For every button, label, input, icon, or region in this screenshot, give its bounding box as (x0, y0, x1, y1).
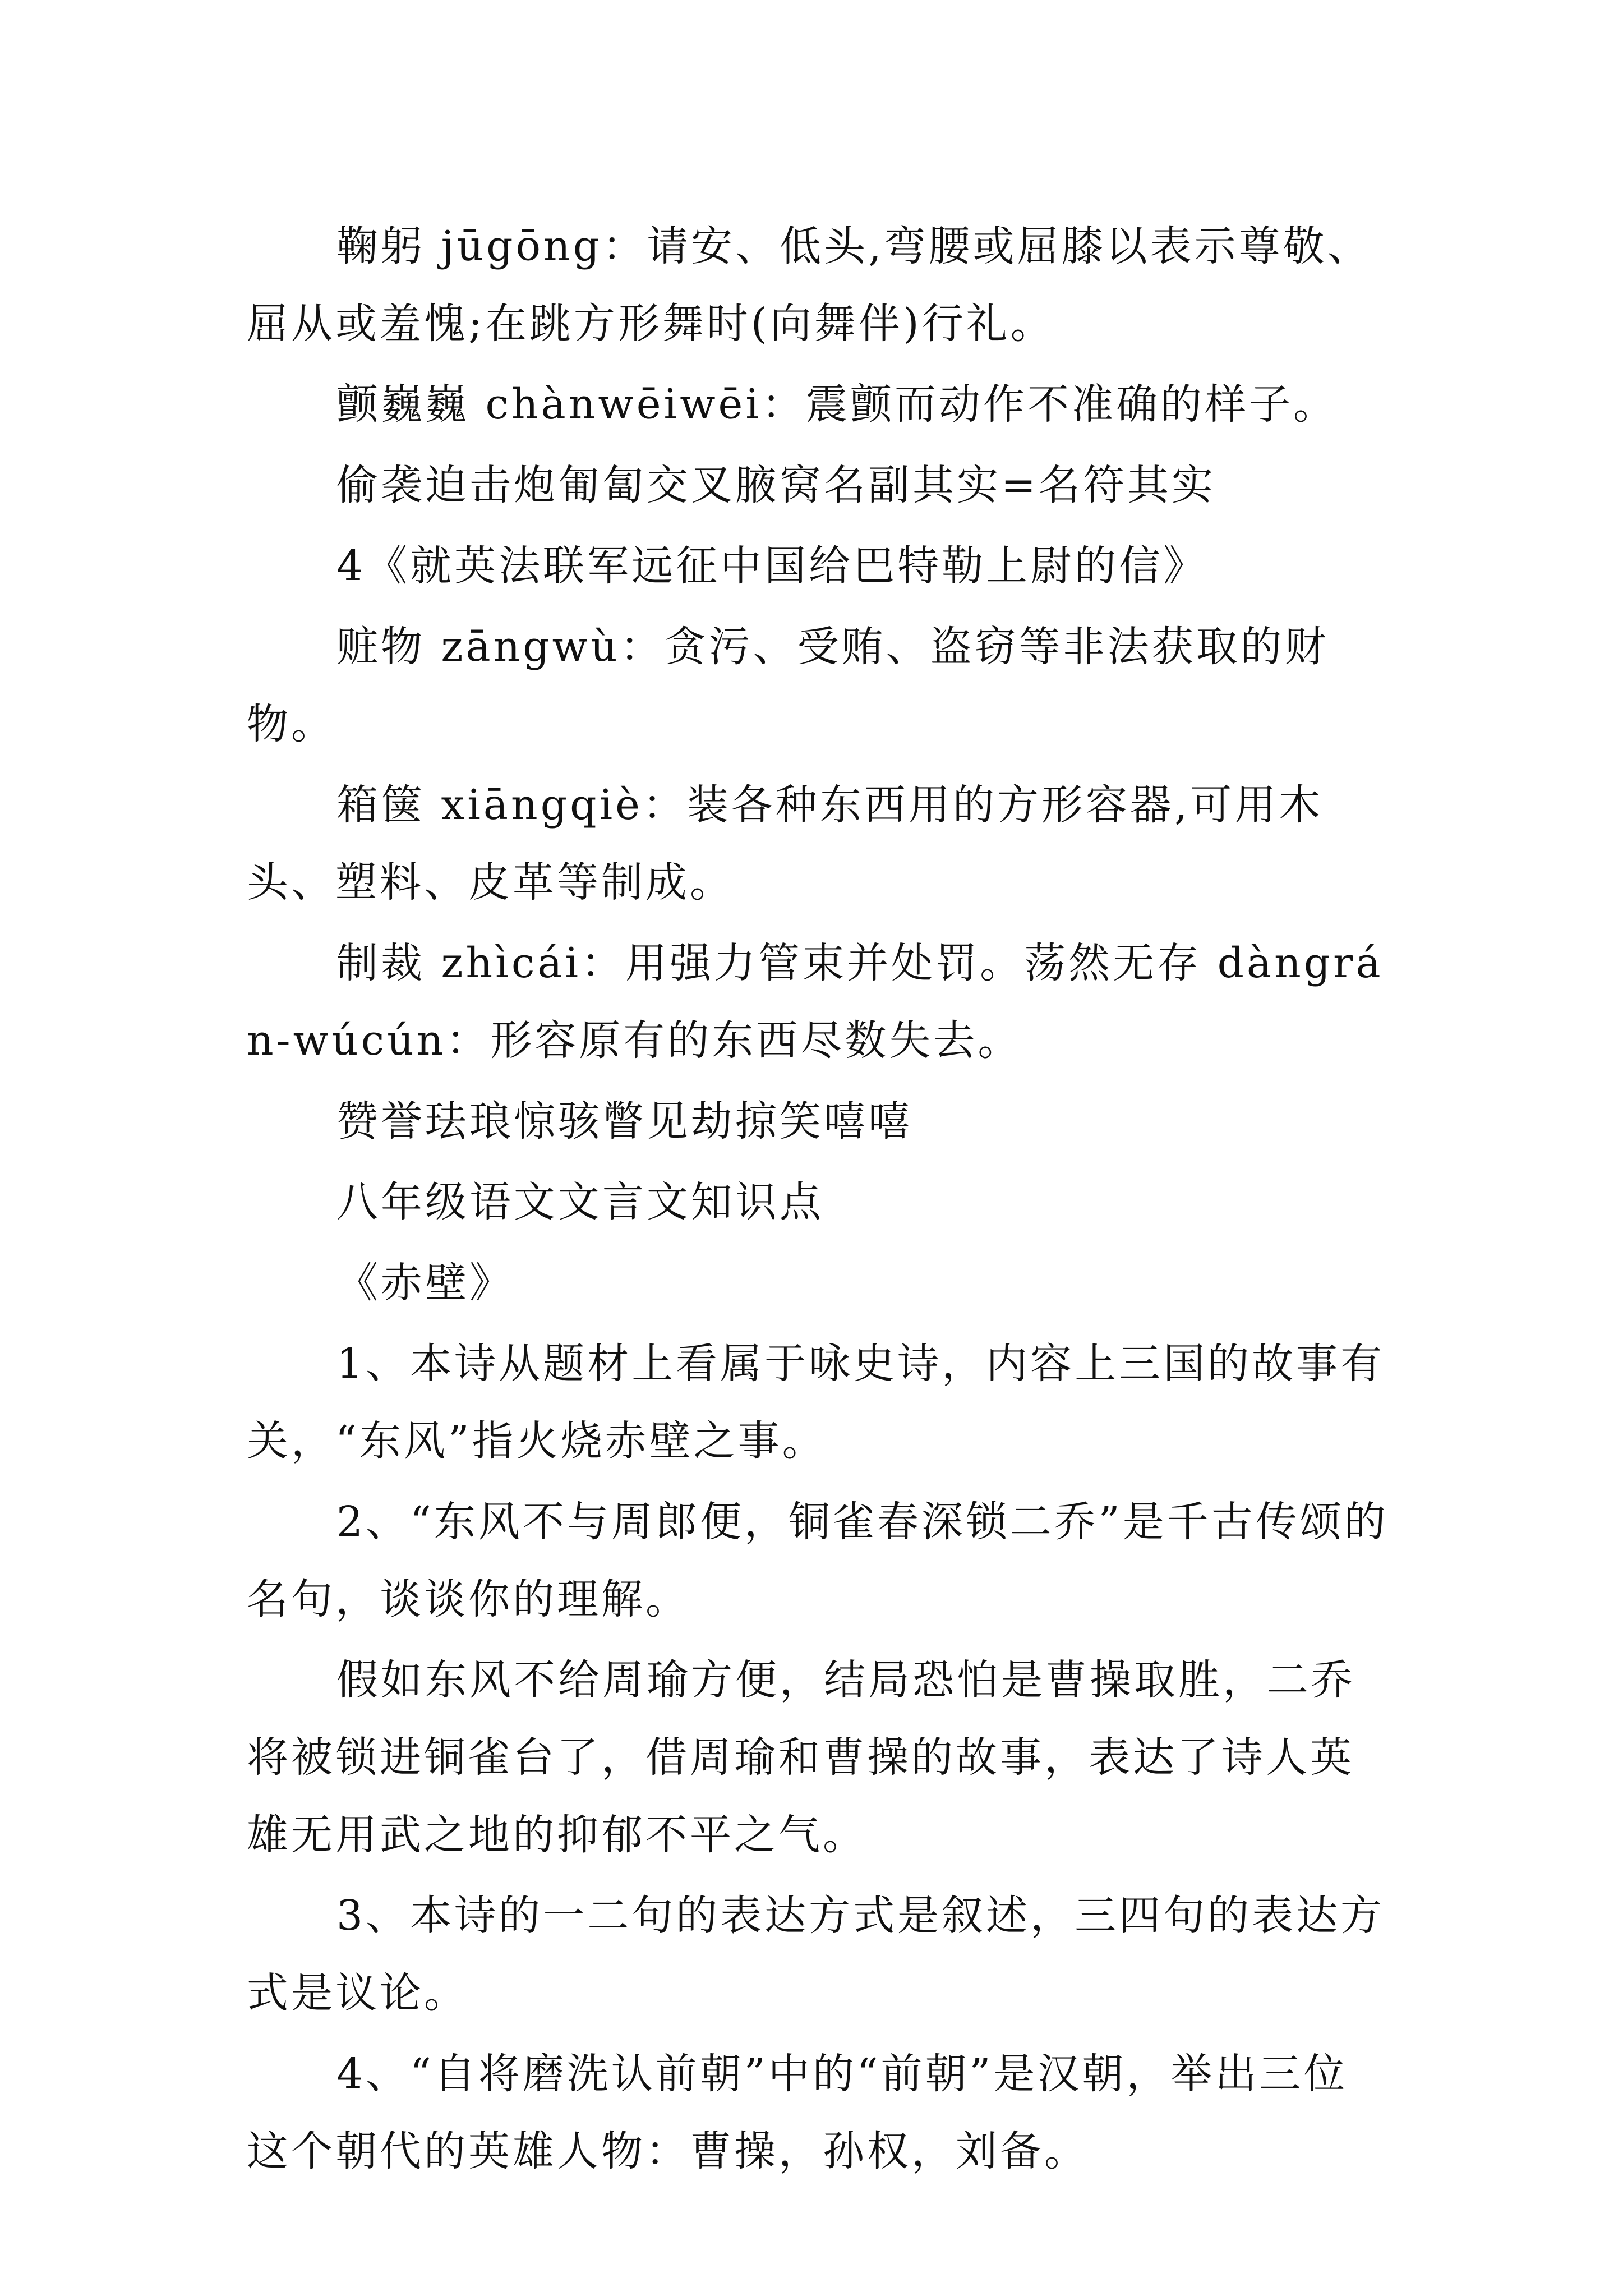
paragraph-zangwu: 赃物 zāngwù：贪污、受贿、盗窃等非法获取的财物。 (247, 623, 1329, 748)
point-3: 3、本诗的一二句的表达方式是叙述，三四句的表达方式是议论。 (247, 1892, 1385, 2017)
lesson-title-letter: 4《就英法联军远征中国给巴特勒上尉的信》 (336, 542, 1208, 590)
poem-title: 《赤壁》 (336, 1259, 514, 1307)
point-1: 1、本诗从题材上看属于咏史诗，内容上三国的故事有关，“东风”指火烧赤壁之事。 (247, 1340, 1385, 1465)
paragraph-jugong: 鞠躬 jūgōng：请安、低头,弯腰或屈膝以表示尊敬、屈从或羞愧;在跳方形舞时(向舞伴)行礼。 (247, 222, 1372, 348)
point-4: 4、“自将磨洗认前朝”中的“前朝”是汉朝，举出三位这个朝代的英雄人物：曹操，孙权，刘备。 (247, 2050, 1348, 2175)
paragraph-word-list-2: 赞誉珐琅惊骇瞥见劫掠笑嘻嘻 (336, 1097, 912, 1145)
paragraph-chanweiwei: 颤巍巍 chànwēiwēi：震颤而动作不准确的样子。 (336, 380, 1338, 429)
paragraph-word-list-1: 偷袭迫击炮匍匐交叉腋窝名副其实=名符其实 (336, 461, 1216, 509)
paragraph-zhicai: 制裁 zhìcái：用强力管束并处罚。荡然无存 dàngrán-wúcún：形容原有的东西尽数失去。 (247, 939, 1384, 1065)
document-body (247, 208, 1391, 2193)
point-2: 2、“东风不与周郎便，铜雀春深锁二乔”是千古传颂的名句，谈谈你的理解。 (247, 1498, 1389, 1623)
point-2-answer: 假如东风不给周瑜方便，结局恐怕是曹操取胜，二乔将被锁进铜雀台了，借周瑜和曹操的故事，表达了诗人英雄无用武之地的抑郁不平之气。 (247, 1656, 1355, 1859)
paragraph-xiangqie: 箱箧 xiāngqiè：装各种东西用的方形容器,可用木头、塑料、皮革等制成。 (247, 781, 1324, 907)
section-heading: 八年级语文文言文知识点 (336, 1178, 824, 1226)
